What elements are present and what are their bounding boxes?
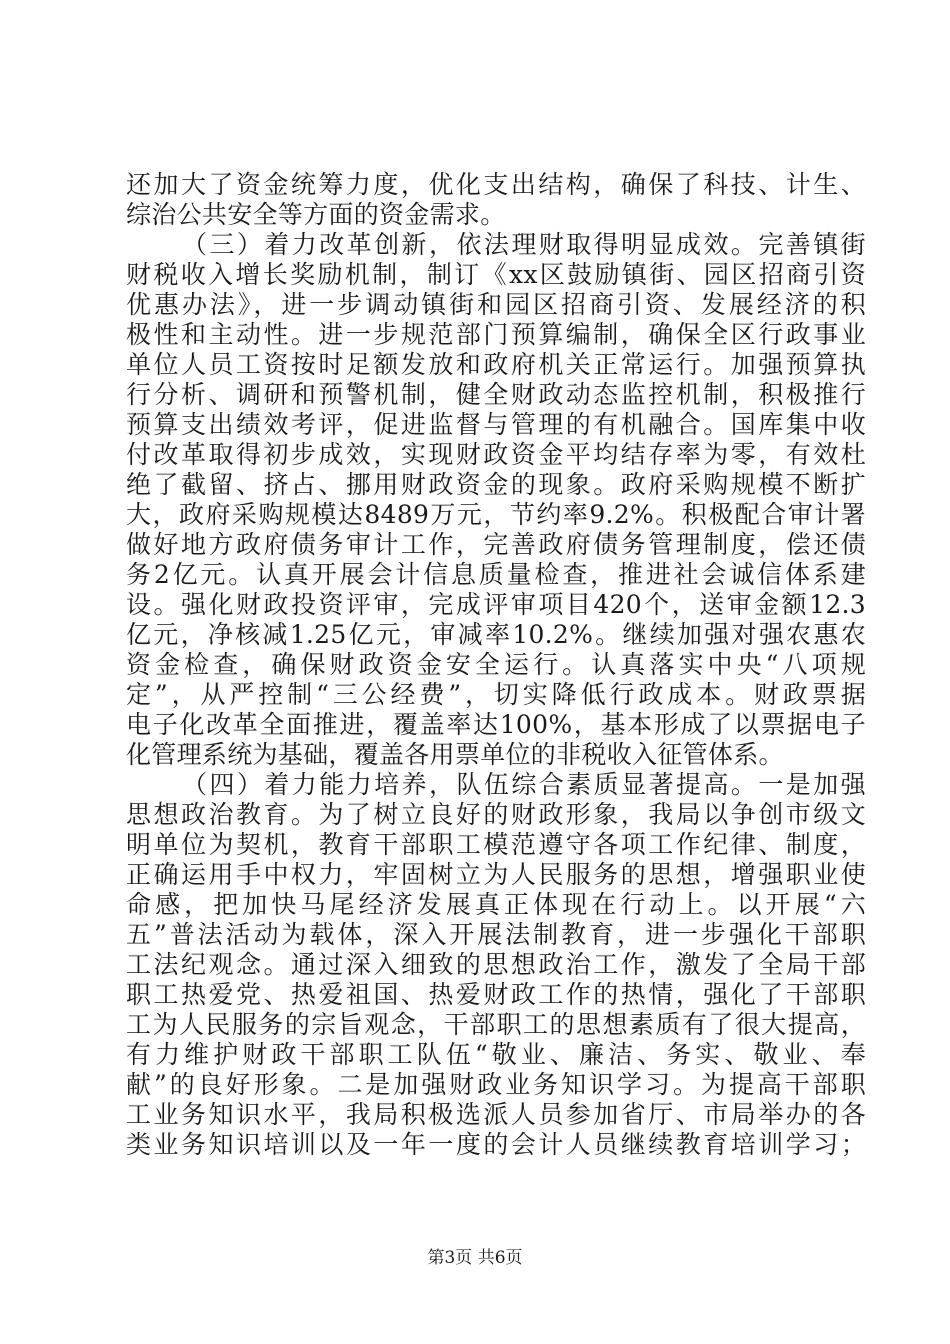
text-line: 做好地方政府债务审计工作，完善政府债务管理制度，偿还债 [126, 530, 866, 559]
document-body [126, 170, 866, 1160]
text-line: 工为人民服务的宗旨观念，干部职工的思想素质有了很大提高， [126, 1010, 866, 1039]
text-line: 行分析、调研和预警机制，健全财政动态监控机制，积极推行 [126, 380, 866, 409]
text-line: 献”的良好形象。二是加强财政业务知识学习。为提高干部职 [126, 1070, 866, 1099]
text-line: 资金检查，确保财政资金安全运行。认真落实中央“八项规 [126, 650, 866, 679]
text-line: 工法纪观念。通过深入细致的思想政治工作，激发了全局干部 [126, 950, 866, 979]
text-line: 职工热爱党、热爱祖国、热爱财政工作的热情，强化了干部职 [126, 980, 866, 1009]
text-line: 电子化改革全面推进，覆盖率达100%，基本形成了以票据电子 [126, 710, 866, 739]
text-line: 绝了截留、挤占、挪用财政资金的现象。政府采购规模不断扩 [126, 470, 866, 499]
text-line: 务2亿元。认真开展会计信息质量检查，推进社会诚信体系建 [126, 560, 866, 589]
text-line: 付改革取得初步成效，实现财政资金平均结存率为零，有效杜 [126, 440, 866, 469]
text-line: 预算支出绩效考评，促进监督与管理的有机融合。国库集中收 [126, 410, 866, 439]
page-footer [0, 1243, 950, 1268]
text-line: 化管理系统为基础，覆盖各用票单位的非税收入征管体系。 [126, 740, 784, 769]
text-line: 极性和主动性。进一步规范部门预算编制，确保全区行政事业 [126, 320, 866, 349]
text-line: 工业务知识水平，我局积极选派人员参加省厅、市局举办的各 [126, 1100, 866, 1129]
text-line: 定”，从严控制“三公经费”，切实降低行政成本。财政票据 [126, 680, 866, 709]
page-number: 第3页 共6页 [427, 1248, 523, 1268]
text-line: 大，政府采购规模达8489万元，节约率9.2%。积极配合审计署 [126, 500, 866, 529]
text-line: 优惠办法》，进一步调动镇街和园区招商引资、发展经济的积 [126, 290, 866, 319]
text-line: （四）着力能力培养，队伍综合素质显著提高。一是加强 [182, 770, 866, 799]
text-line: 思想政治教育。为了树立良好的财政形象，我局以争创市级文 [126, 800, 866, 829]
text-line: 有力维护财政干部职工队伍“敬业、廉洁、务实、敬业、奉 [126, 1040, 866, 1069]
text-line: 亿元，净核减1.25亿元，审减率10.2%。继续加强对强农惠农 [126, 620, 866, 649]
text-line: 正确运用手中权力，牢固树立为人民服务的思想，增强职业使 [126, 860, 866, 889]
text-line: 类业务知识培训以及一年一度的会计人员继续教育培训学习； [126, 1130, 866, 1159]
text-line: 还加大了资金统筹力度，优化支出结构，确保了科技、计生、 [126, 170, 866, 199]
text-line: 综治公共安全等方面的资金需求。 [126, 200, 506, 229]
text-line: 财税收入增长奖励机制，制订《xx区鼓励镇街、园区招商引资 [126, 260, 866, 289]
text-line: （三）着力改革创新，依法理财取得明显成效。完善镇街 [182, 230, 866, 259]
text-line: 五”普法活动为载体，深入开展法制教育，进一步强化干部职 [126, 920, 866, 949]
text-line: 设。强化财政投资评审，完成评审项目420个，送审金额12.3 [126, 590, 866, 619]
text-line: 明单位为契机，教育干部职工模范遵守各项工作纪律、制度， [126, 830, 866, 859]
text-line: 单位人员工资按时足额发放和政府机关正常运行。加强预算执 [126, 350, 866, 379]
text-line: 命感，把加快马尾经济发展真正体现在行动上。以开展“六 [126, 890, 866, 919]
